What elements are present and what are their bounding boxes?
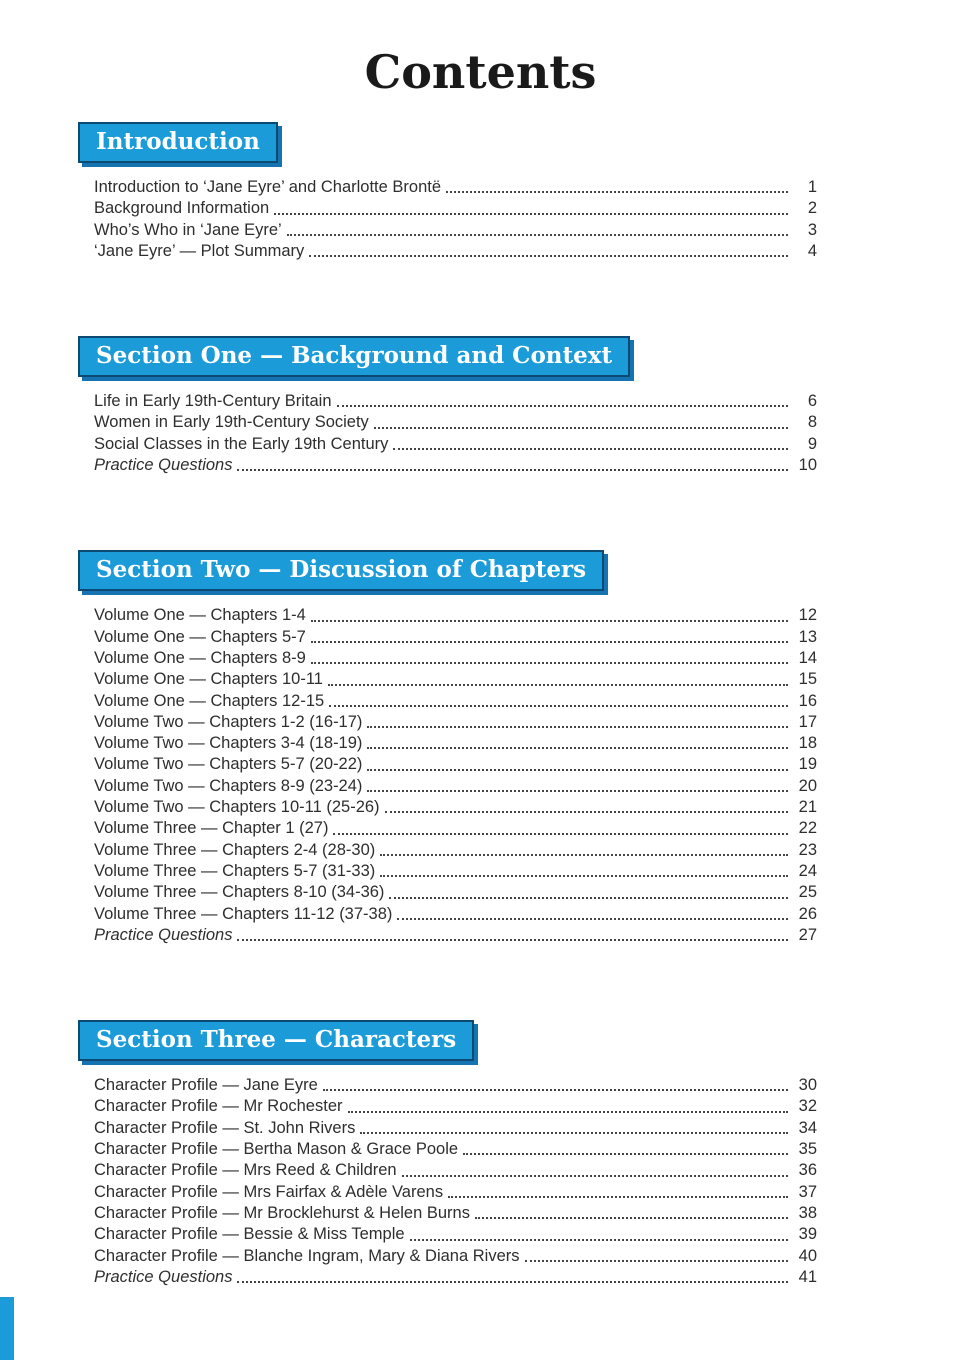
toc-entry-page-number: 30 <box>798 1076 817 1095</box>
toc-entry-page-number: 1 <box>807 178 817 196</box>
toc-entry-title: Character Profile — Blanche Ingram, Mary & Diana Rivers <box>94 1246 520 1265</box>
toc-entry-title: Volume Three — Chapters 8-10 (34-36) <box>94 883 385 902</box>
toc-entry-page-number: 40 <box>798 1246 817 1265</box>
toc-entry-title: Volume Three — Chapters 5-7 (31-33) <box>94 861 376 880</box>
section-header: Section One — Background and Context <box>78 336 630 377</box>
dot-leader <box>287 234 788 236</box>
toc-entry-page-number: 16 <box>798 691 817 710</box>
toc-entry <box>94 177 817 198</box>
dot-leader <box>402 1175 788 1177</box>
toc-entry <box>94 669 817 690</box>
toc-entry-title: Volume Two — Chapters 1-2 (16-17) <box>94 712 363 731</box>
toc-list <box>78 605 817 946</box>
toc-entry-title: Volume One — Chapters 5-7 <box>94 627 306 646</box>
toc-entry-title: Women in Early 19th-Century Society <box>94 413 369 432</box>
toc-entry-title: Character Profile — Mrs Reed & Children <box>94 1161 397 1180</box>
toc-entry <box>94 241 817 262</box>
toc-entry-title: Volume One — Chapters 12-15 <box>94 691 325 710</box>
toc-entry-page-number: 35 <box>798 1140 817 1159</box>
toc-entry-page-number: 2 <box>807 199 817 218</box>
toc-entry-page-number: 22 <box>798 819 817 838</box>
toc-entry-title: Volume Three — Chapters 2-4 (28-30) <box>94 840 376 859</box>
toc-entry <box>94 925 817 946</box>
toc-entry <box>94 455 817 476</box>
toc-entry <box>94 691 817 712</box>
toc-entry <box>94 882 817 903</box>
toc-entry-title: Volume One — Chapters 1-4 <box>94 606 306 625</box>
toc-entry <box>94 1267 817 1288</box>
toc-entry <box>94 220 817 241</box>
toc-entry-page-number: 41 <box>798 1267 817 1286</box>
toc-entry <box>94 818 817 839</box>
toc-list <box>78 391 817 476</box>
dot-leader <box>360 1132 788 1134</box>
toc-entry-page-number: 15 <box>798 670 817 689</box>
toc-entry <box>94 1139 817 1160</box>
toc-entry-title: Volume Three — Chapter 1 (27) <box>94 819 329 838</box>
toc-entry-title: Practice Questions <box>94 456 233 475</box>
toc-entry-title: Volume Two — Chapters 3-4 (18-19) <box>94 734 363 753</box>
toc-entry-title: Character Profile — St. John Rivers <box>94 1118 356 1137</box>
toc-sections <box>78 122 817 1288</box>
toc-entry <box>94 1160 817 1181</box>
dot-leader <box>525 1260 789 1262</box>
toc-entry <box>94 605 817 626</box>
section-header: Section Two — Discussion of Chapters <box>78 550 604 591</box>
dot-leader <box>367 726 788 728</box>
toc-entry-title: Volume Two — Chapters 5-7 (20-22) <box>94 755 363 774</box>
toc-entry-page-number: 8 <box>807 413 817 432</box>
toc-entry <box>94 712 817 733</box>
dot-leader <box>237 939 788 941</box>
dot-leader <box>475 1217 788 1219</box>
toc-entry-title: ‘Jane Eyre’ — Plot Summary <box>94 241 305 260</box>
toc-entry-title: Practice Questions <box>94 925 233 944</box>
toc-section <box>78 1020 817 1288</box>
dot-leader <box>393 448 788 450</box>
toc-entry-title: Character Profile — Mr Rochester <box>94 1097 343 1116</box>
toc-entry <box>94 840 817 861</box>
dot-leader <box>348 1111 789 1113</box>
toc-entry-page-number: 12 <box>798 606 817 625</box>
dot-leader <box>380 854 788 856</box>
toc-list <box>78 177 817 262</box>
dot-leader <box>367 790 788 792</box>
toc-entry <box>94 1203 817 1224</box>
toc-entry-title: Volume Two — Chapters 10-11 (25-26) <box>94 798 380 817</box>
toc-entry-page-number: 21 <box>798 798 817 817</box>
section-header: Introduction <box>78 122 278 163</box>
dot-leader <box>374 427 788 429</box>
toc-entry-title: Volume One — Chapters 8-9 <box>94 648 306 667</box>
dot-leader <box>380 875 788 877</box>
toc-entry <box>94 861 817 882</box>
toc-entry <box>94 904 817 925</box>
toc-list <box>78 1075 817 1288</box>
toc-entry-page-number: 3 <box>807 220 817 239</box>
toc-entry-title: Background Information <box>94 199 270 218</box>
dot-leader <box>397 918 788 920</box>
toc-entry-title: Social Classes in the Early 19th Century <box>94 434 389 453</box>
toc-entry-title: Introduction to ‘Jane Eyre’ and Charlotte Brontë <box>94 178 442 196</box>
toc-entry-page-number: 17 <box>798 712 817 731</box>
toc-entry-page-number: 4 <box>807 241 817 260</box>
dot-leader <box>328 684 788 686</box>
toc-entry-title: Character Profile — Bessie & Miss Temple <box>94 1225 405 1244</box>
toc-entry-page-number: 27 <box>798 925 817 944</box>
dot-leader <box>389 897 788 899</box>
dot-leader <box>337 405 788 407</box>
toc-entry <box>94 198 817 219</box>
toc-entry <box>94 1182 817 1203</box>
toc-entry-title: Character Profile — Mrs Fairfax & Adèle Varens <box>94 1182 444 1201</box>
dot-leader <box>446 191 788 193</box>
toc-entry <box>94 648 817 669</box>
section-header: Section Three — Characters <box>78 1020 474 1061</box>
toc-entry <box>94 797 817 818</box>
toc-entry <box>94 412 817 433</box>
toc-entry-page-number: 32 <box>798 1097 817 1116</box>
toc-entry <box>94 1075 817 1096</box>
toc-entry <box>94 1224 817 1245</box>
toc-entry-page-number: 36 <box>798 1161 817 1180</box>
toc-entry-title: Volume Three — Chapters 11-12 (37-38) <box>94 904 393 923</box>
page-title: Contents <box>364 45 597 99</box>
toc-section <box>78 122 817 262</box>
toc-entry <box>94 1118 817 1139</box>
toc-entry-page-number: 10 <box>798 456 817 475</box>
page-edge-tab <box>0 1297 14 1360</box>
toc-entry-page-number: 20 <box>798 776 817 795</box>
toc-entry-title: Volume One — Chapters 10-11 <box>94 670 323 689</box>
toc-entry-page-number: 26 <box>798 904 817 923</box>
toc-entry-page-number: 37 <box>798 1182 817 1201</box>
dot-leader <box>329 705 788 707</box>
dot-leader <box>311 641 788 643</box>
toc-entry-title: Character Profile — Mr Brocklehurst & Helen Burns <box>94 1203 470 1222</box>
toc-entry-page-number: 6 <box>807 392 817 411</box>
toc-entry-title: Character Profile — Jane Eyre <box>94 1076 318 1095</box>
toc-section <box>78 336 817 476</box>
toc-entry-title: Life in Early 19th-Century Britain <box>94 392 332 411</box>
dot-leader <box>311 620 788 622</box>
toc-entry <box>94 434 817 455</box>
dot-leader <box>385 811 788 813</box>
toc-entry-page-number: 24 <box>798 861 817 880</box>
dot-leader <box>367 769 788 771</box>
dot-leader <box>463 1153 788 1155</box>
toc-entry <box>94 733 817 754</box>
dot-leader <box>309 255 788 257</box>
toc-entry-title: Practice Questions <box>94 1267 233 1286</box>
dot-leader <box>410 1239 788 1241</box>
dot-leader <box>333 833 788 835</box>
toc-entry-page-number: 34 <box>798 1118 817 1137</box>
toc-entry <box>94 627 817 648</box>
toc-entry-page-number: 19 <box>798 755 817 774</box>
toc-entry-page-number: 38 <box>798 1203 817 1222</box>
dot-leader <box>274 213 788 215</box>
dot-leader <box>448 1196 788 1198</box>
toc-entry-page-number: 18 <box>798 734 817 753</box>
toc-entry <box>94 391 817 412</box>
toc-entry <box>94 1246 817 1267</box>
toc-entry-page-number: 23 <box>798 840 817 859</box>
dot-leader <box>237 1281 788 1283</box>
toc-entry-title: Character Profile — Bertha Mason & Grace Poole <box>94 1140 459 1159</box>
toc-entry <box>94 754 817 775</box>
dot-leader <box>323 1089 788 1091</box>
toc-entry-title: Volume Two — Chapters 8-9 (23-24) <box>94 776 363 795</box>
toc-entry-page-number: 25 <box>798 883 817 902</box>
toc-entry <box>94 1096 817 1117</box>
toc-entry-page-number: 13 <box>798 627 817 646</box>
dot-leader <box>367 747 788 749</box>
toc-entry-page-number: 14 <box>798 648 817 667</box>
toc-entry <box>94 776 817 797</box>
toc-section <box>78 550 817 946</box>
dot-leader <box>311 662 788 664</box>
toc-entry-page-number: 9 <box>807 434 817 453</box>
toc-entry-title: Who’s Who in ‘Jane Eyre’ <box>94 220 282 239</box>
dot-leader <box>237 469 788 471</box>
toc-entry-page-number: 39 <box>798 1225 817 1244</box>
